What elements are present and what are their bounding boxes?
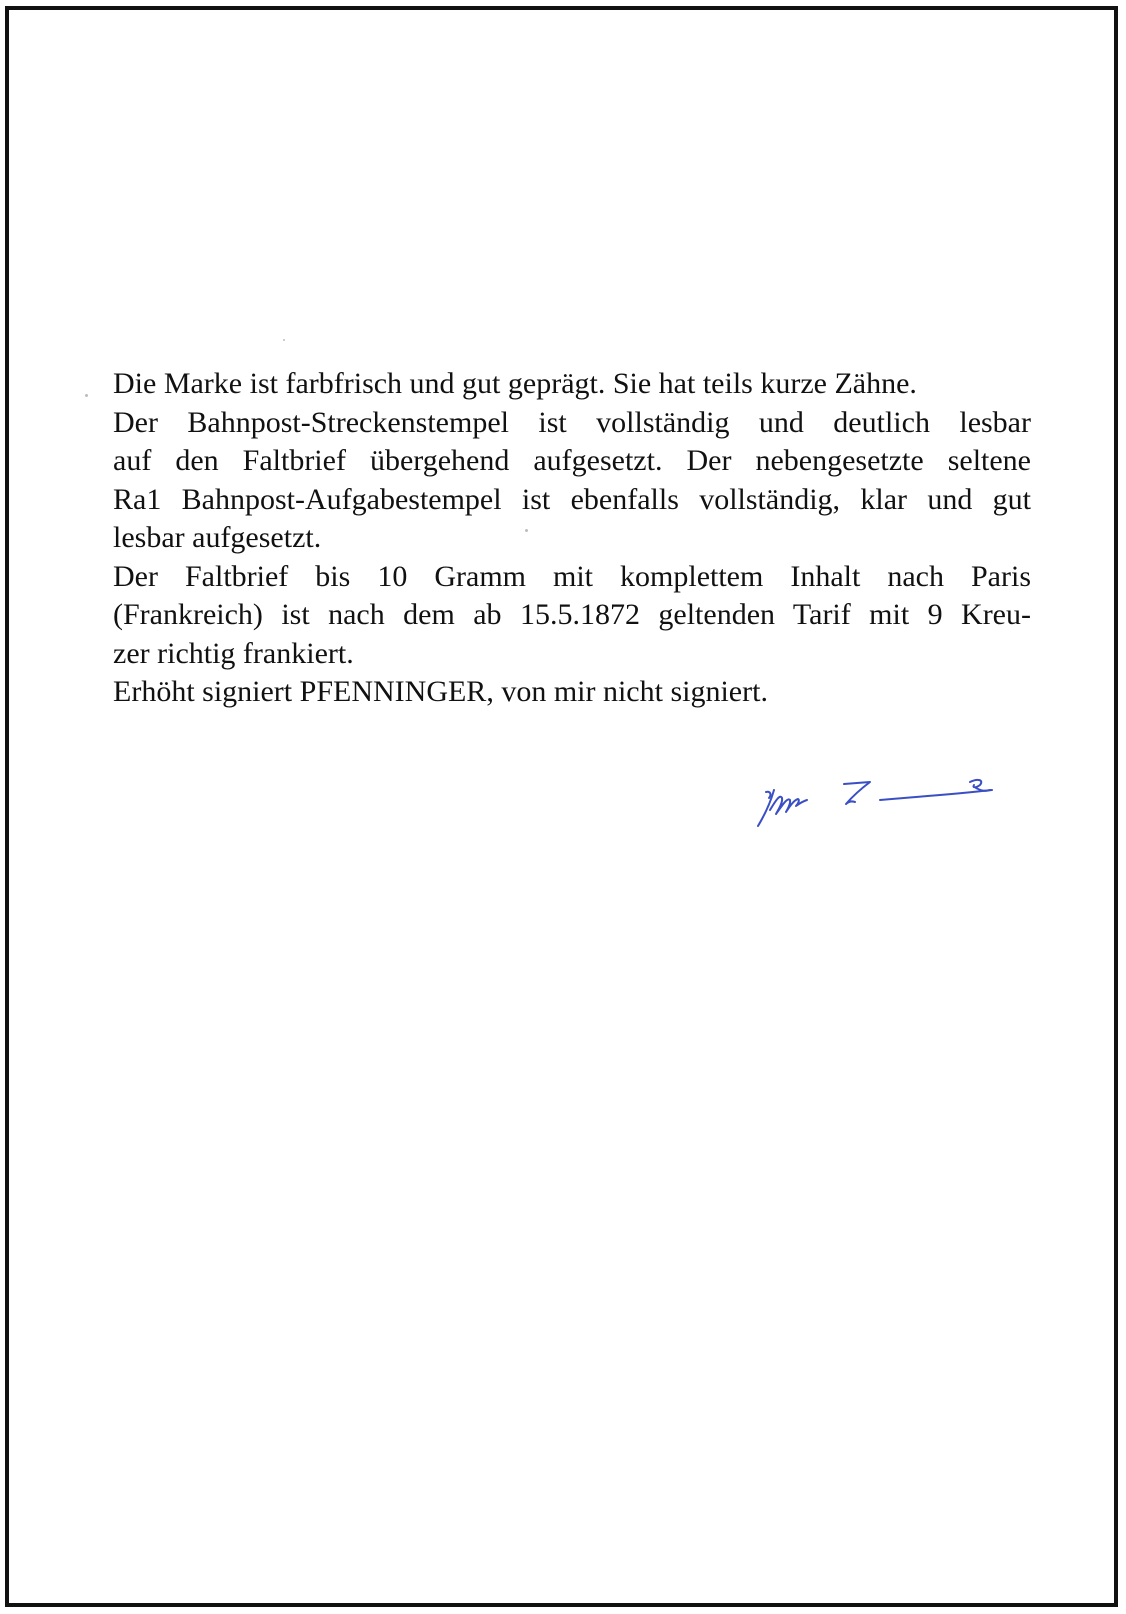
text-line: zer richtig frankiert. [113, 636, 354, 670]
paragraph-condition [113, 365, 1031, 404]
paper-speck [283, 339, 285, 341]
text-line: Der Bahnpost-Streckenstempel ist vollständig und deutlich lesbar [113, 405, 1031, 439]
text-line: Erhöht signiert PFENNINGER, von mir nicht signiert. [113, 675, 768, 708]
handwritten-signature [752, 770, 1012, 860]
text-line: (Frankreich) ist nach dem ab 15.5.1872 geltenden Tarif mit 9 Kreu- [113, 598, 1031, 631]
text-line: Der Faltbrief bis 10 Gramm mit komplettem Inhalt nach Paris [113, 559, 1031, 593]
paper-speck [85, 394, 88, 397]
paragraph-postmarks [113, 404, 1031, 558]
paragraph-signing [113, 673, 1031, 712]
text-line: Ra1 Bahnpost-Aufgabestempel ist ebenfalls vollständig, klar und gut [113, 482, 1031, 516]
text-line: auf den Faltbrief übergehend aufgesetzt. Der nebengesetzte seltene [113, 444, 1031, 477]
text-line: Die Marke ist farbfrisch und gut geprägt. Sie hat teils kurze Zähne. [113, 367, 917, 400]
paper-speck [525, 529, 528, 532]
text-line: lesbar aufgesetzt. [113, 521, 322, 554]
paragraph-franking [113, 558, 1031, 674]
letter-body [113, 365, 1031, 712]
